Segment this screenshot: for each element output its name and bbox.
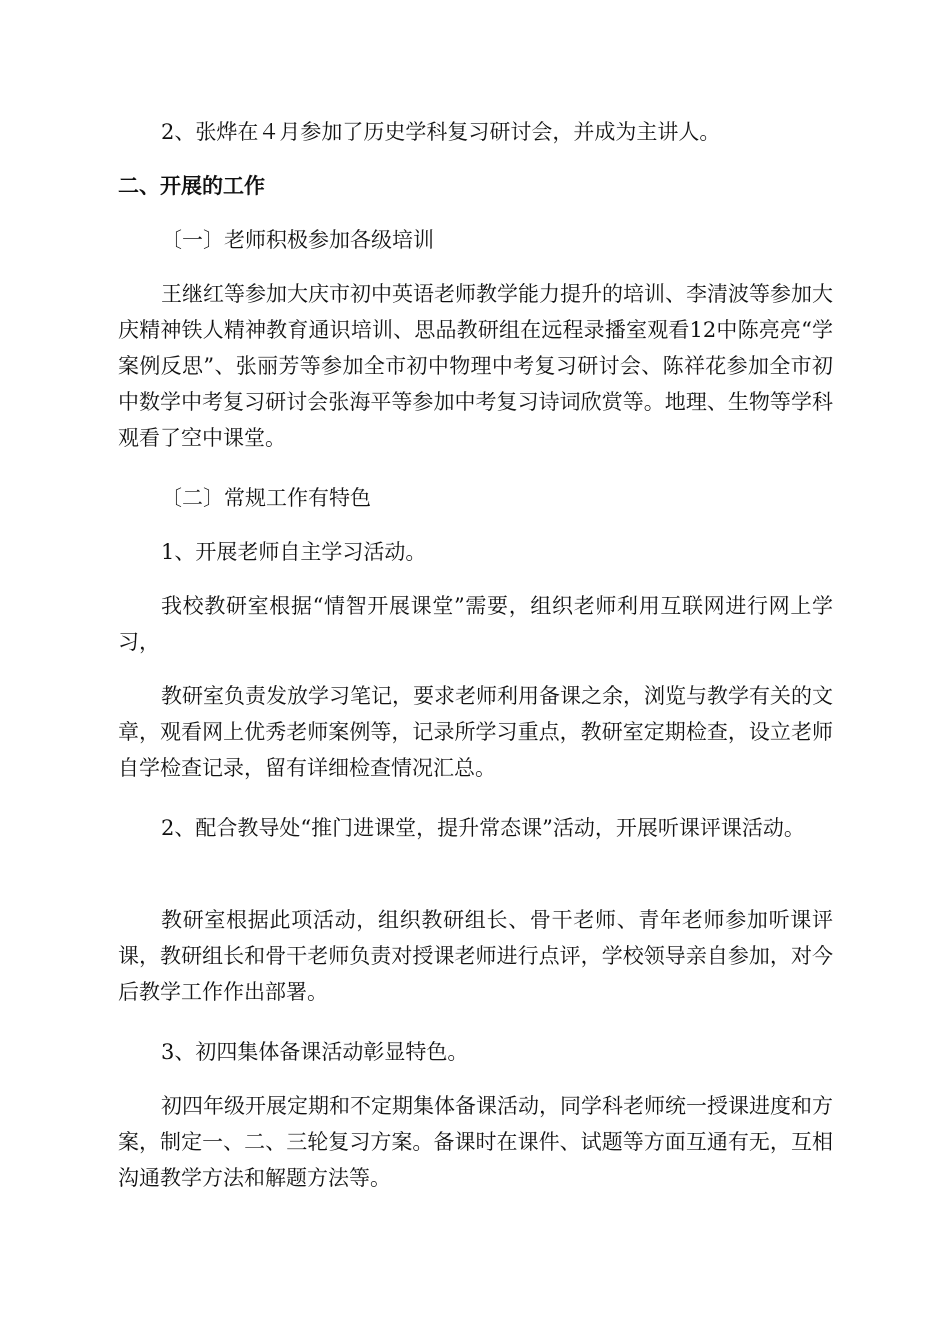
paragraph-study-notes: 教研室负责发放学习笔记，要求老师利用备课之余，浏览与教学有关的文章，观看网上优秀老师案例等，记录所学习重点，教研室定期检查，设立老师自学检查记录，留有详细检查情况汇总。 (118, 684, 833, 780)
paragraph-online-learning: 我校教研室根据“情智开展课堂”需要，组织老师利用互联网进行网上学习， (118, 594, 833, 654)
subsection-heading-routine: 〔二〕常规工作有特色 (161, 486, 371, 510)
item-heading-group-planning: 3、初四集体备课活动彰显特色。 (161, 1040, 469, 1064)
item-heading-classroom-visits: 2、配合教导处“推门进课堂，提升常态课”活动，开展听课评课活动。 (161, 816, 805, 840)
section-heading: 二、开展的工作 (118, 174, 265, 198)
paragraph-lesson-evaluation: 教研室根据此项活动，组织教研组长、骨干老师、青年老师参加听课评课，教研组长和骨干老师负责对授课老师进行点评，学校领导亲自参加，对今后教学工作作出部署。 (118, 908, 833, 1004)
paragraph-history-seminar: 2、张烨在４月参加了历史学科复习研讨会，并成为主讲人。 (161, 120, 721, 144)
paragraph-training-details: 王继红等参加大庆市初中英语老师教学能力提升的培训、李清波等参加大庆精神铁人精神教育通识培训、思品教研组在远程录播室观看12中陈亮亮“学案例反思”、张丽芳等参加全市初中物理中考复习研讨会、陈祥花参加全市初中数学中考复习研讨会张海平等参加中考复习诗词欣赏等。地理、生物等学科观看了空中课堂。 (118, 282, 833, 450)
subsection-heading-training: 〔一〕老师积极参加各级培训 (161, 228, 434, 252)
item-heading-self-study: 1、开展老师自主学习活动。 (161, 540, 427, 564)
paragraph-group-planning: 初四年级开展定期和不定期集体备课活动，同学科老师统一授课进度和方案，制定一、二、三轮复习方案。备课时在课件、试题等方面互通有无，互相沟通教学方法和解题方法等。 (118, 1094, 833, 1190)
